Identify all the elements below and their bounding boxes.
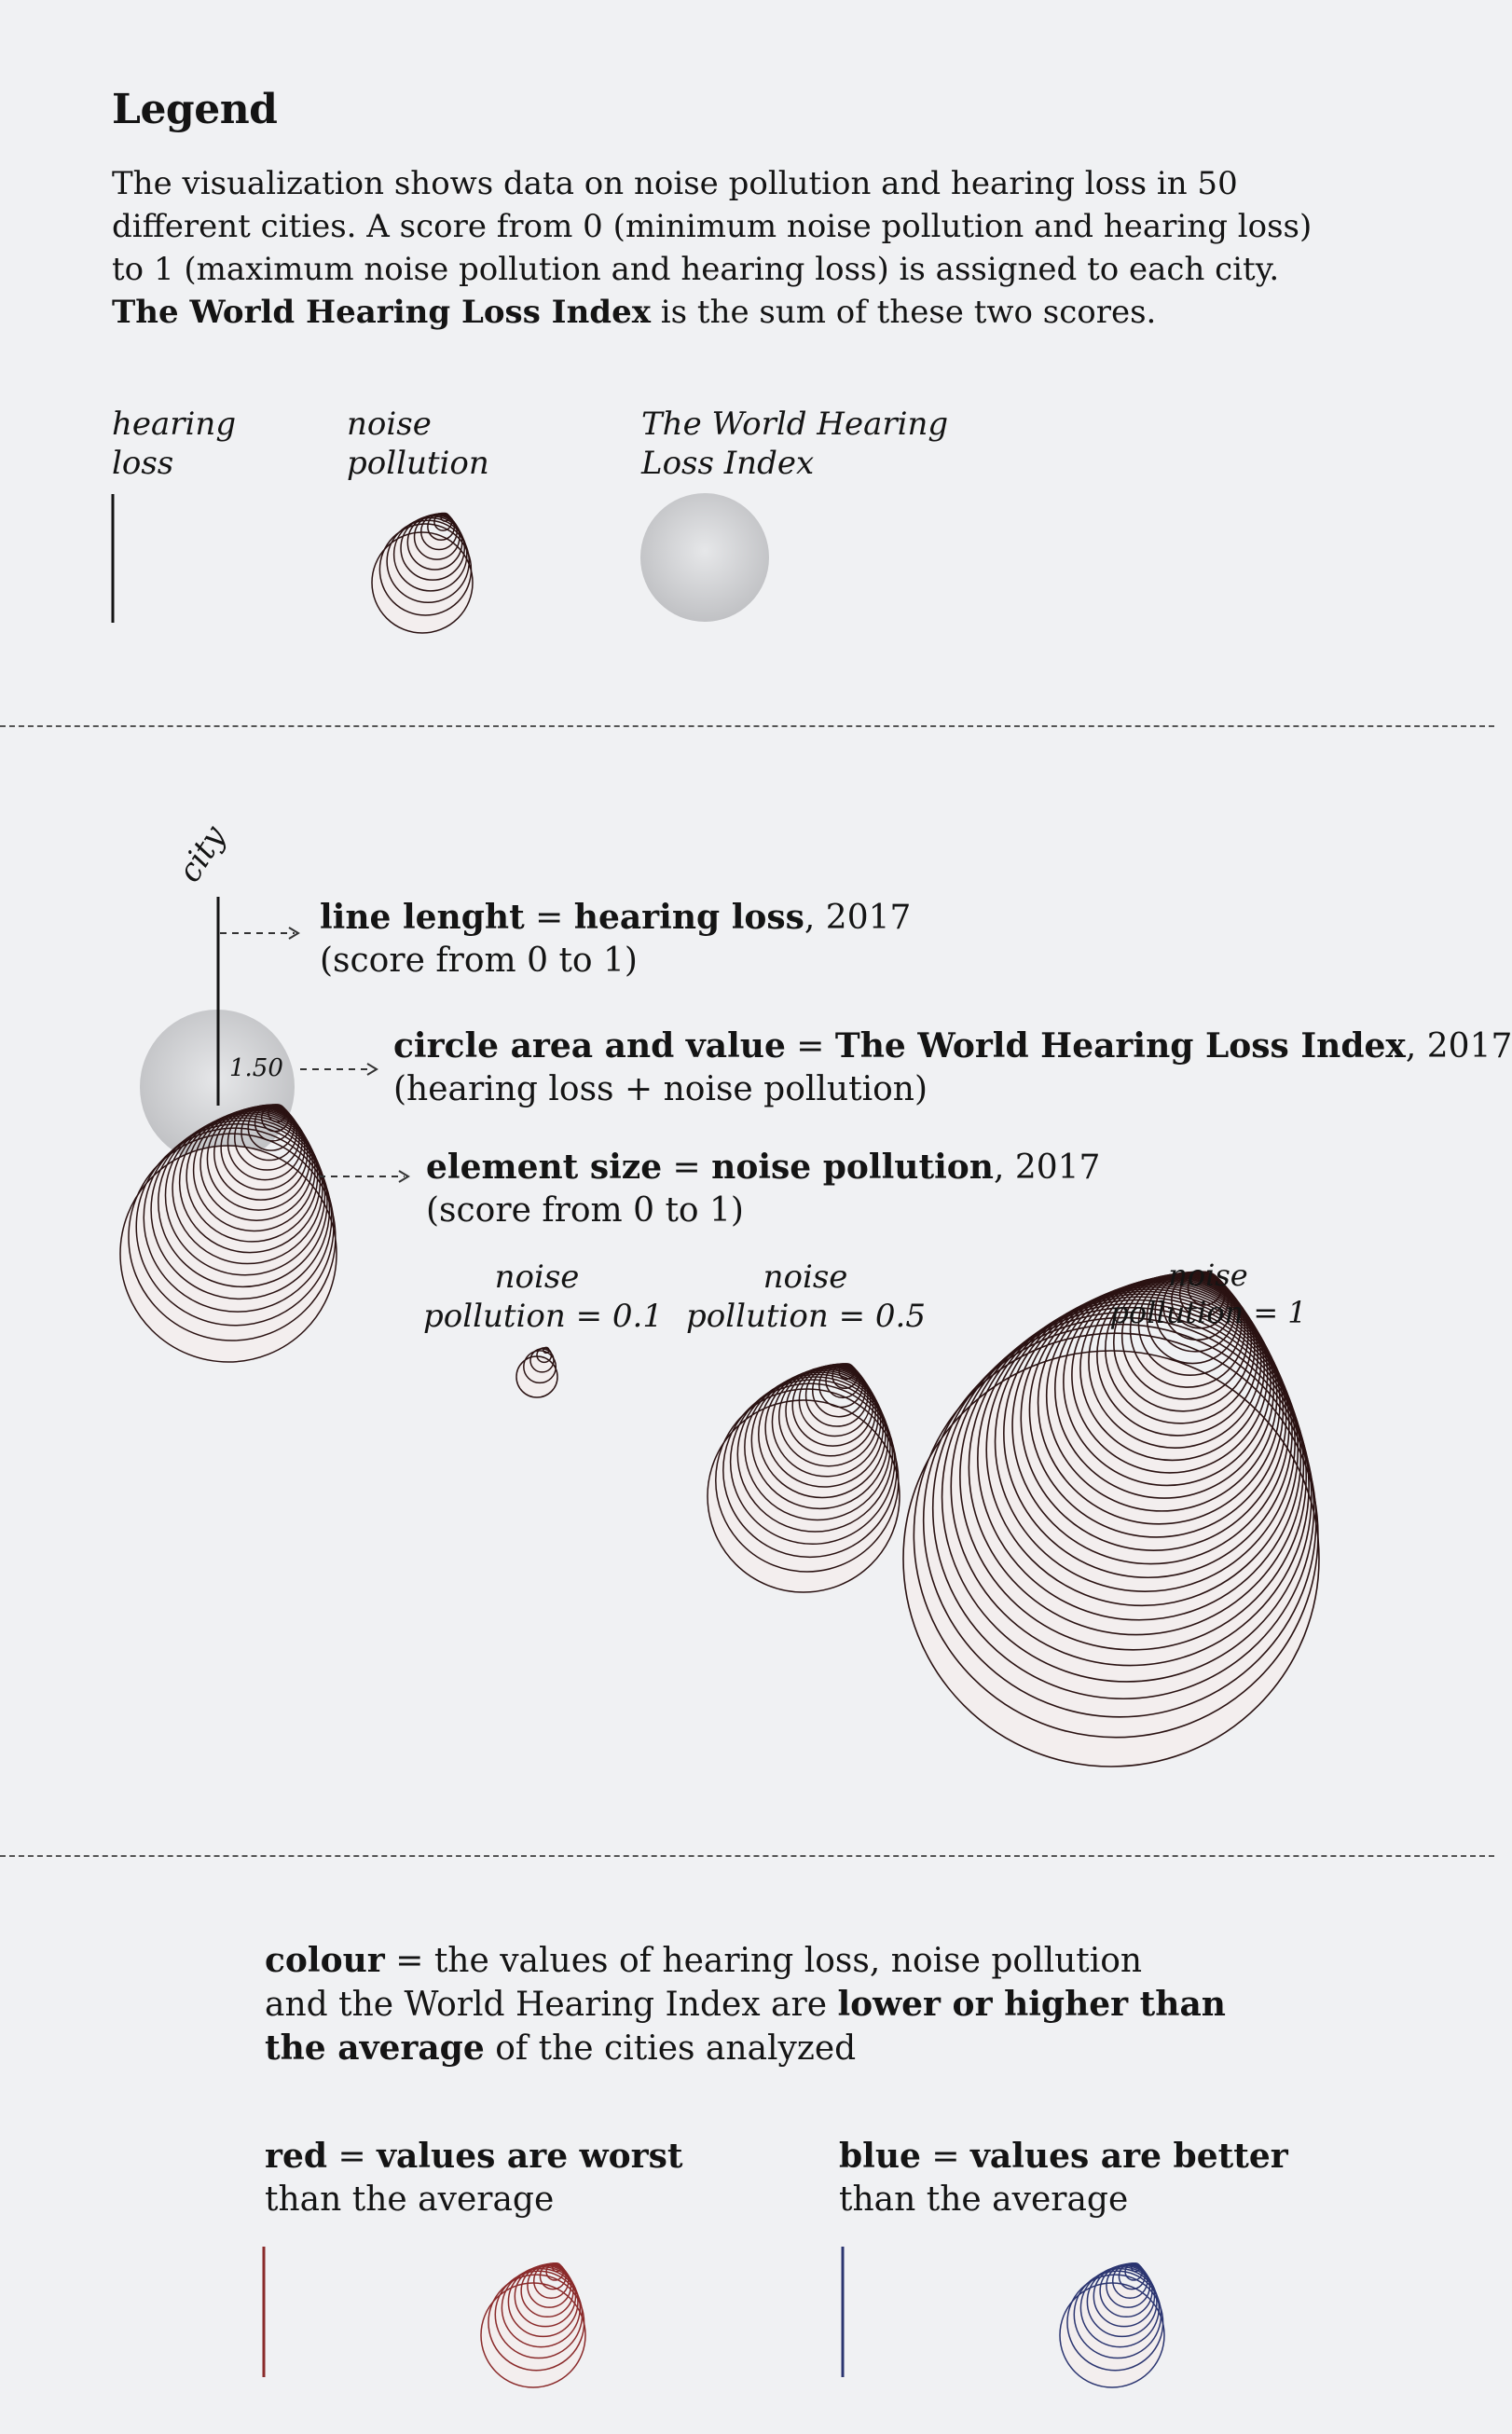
size-label-0-1-line2: pollution = 0.1 bbox=[423, 1298, 663, 1335]
legend-title: Legend bbox=[112, 86, 278, 133]
line-length-eq: = bbox=[524, 899, 574, 937]
size-label-0-5-line2: pollution = 0.5 bbox=[686, 1298, 926, 1335]
circle-sub: (hearing loss + noise pollution) bbox=[393, 1070, 928, 1108]
size-label-0-1-line1: noise bbox=[494, 1258, 580, 1296]
index-value-label: 1.50 bbox=[229, 1054, 283, 1082]
arrow-circle-area bbox=[300, 1064, 377, 1075]
intro-line-3: to 1 (maximum noise pollution and hearing loss) is assigned to each city. bbox=[112, 251, 1280, 288]
circle-eq: = bbox=[785, 1027, 835, 1066]
blue-annotation bbox=[839, 2135, 1288, 2221]
red-eq: = bbox=[327, 2138, 378, 2176]
explainer-noise-drop bbox=[120, 1105, 337, 1362]
size-drop-1 bbox=[903, 1272, 1319, 1767]
noise-pollution-label-line2: pollution bbox=[347, 445, 489, 482]
size-label-1-line1: noise bbox=[1168, 1258, 1248, 1293]
legend-index-circle bbox=[640, 493, 769, 622]
line-length-sub: (score from 0 to 1) bbox=[320, 942, 638, 980]
hearing-loss-label-line1: hearing bbox=[112, 406, 237, 443]
element-sub: (score from 0 to 1) bbox=[426, 1191, 744, 1230]
red-term: red bbox=[265, 2137, 328, 2176]
red-sub: than the average bbox=[265, 2180, 555, 2219]
size-drop-0-1 bbox=[516, 1347, 557, 1397]
blue-heading bbox=[839, 2135, 1288, 2179]
line-length-meaning: hearing loss bbox=[573, 898, 804, 937]
element-annotation bbox=[426, 1146, 1100, 1232]
intro-index-name: The World Hearing Loss Index bbox=[112, 294, 651, 331]
colour-text-1: = the values of hearing loss, noise pollution bbox=[384, 1942, 1143, 1980]
arrow-element-size bbox=[319, 1171, 408, 1182]
line-length-annotation bbox=[320, 896, 911, 983]
colour-bold-2: lower or higher than bbox=[837, 1985, 1226, 2024]
colour-line-1 bbox=[265, 1939, 1226, 1983]
hearing-loss-label-line2: loss bbox=[112, 445, 174, 482]
size-drop-0-5 bbox=[708, 1364, 900, 1592]
index-label-line2: Loss Index bbox=[641, 445, 815, 482]
circle-meaning: The World Hearing Loss Index bbox=[834, 1026, 1406, 1066]
circle-year: , 2017 bbox=[1405, 1027, 1512, 1066]
colour-annotation bbox=[265, 1939, 1226, 2070]
blue-eq: = bbox=[920, 2138, 970, 2176]
red-meaning: values are worst bbox=[377, 2137, 683, 2176]
line-length-heading bbox=[320, 896, 911, 940]
element-heading bbox=[426, 1146, 1100, 1189]
colour-term: colour bbox=[265, 1941, 385, 1980]
colour-text-3: of the cities analyzed bbox=[484, 2029, 857, 2068]
red-heading bbox=[265, 2135, 683, 2179]
size-label-0-5-line1: noise bbox=[763, 1258, 848, 1296]
line-length-year: , 2017 bbox=[804, 899, 912, 937]
element-meaning: noise pollution bbox=[711, 1148, 994, 1187]
element-eq: = bbox=[662, 1148, 712, 1187]
divider-top bbox=[0, 725, 1494, 727]
blue-noise-drop bbox=[1060, 2263, 1164, 2387]
element-year: , 2017 bbox=[993, 1148, 1101, 1187]
size-label-1 bbox=[1098, 1257, 1318, 1331]
noise-pollution-label-line1: noise bbox=[347, 406, 432, 443]
divider-bottom bbox=[0, 1855, 1494, 1857]
size-label-1-line2: pollution = 1 bbox=[1109, 1295, 1307, 1330]
red-noise-drop bbox=[481, 2263, 585, 2387]
blue-term: blue bbox=[839, 2137, 921, 2176]
colour-text-2: and the World Hearing Index are bbox=[265, 1986, 838, 2024]
index-label-line1: The World Hearing bbox=[641, 406, 949, 443]
circle-heading bbox=[393, 1024, 1512, 1068]
intro-line-1: The visualization shows data on noise pollution and hearing loss in 50 bbox=[112, 165, 1238, 202]
blue-sub: than the average bbox=[839, 2180, 1129, 2219]
arrow-line-length bbox=[220, 928, 298, 939]
blue-meaning: values are better bbox=[970, 2137, 1288, 2176]
circle-annotation bbox=[393, 1024, 1512, 1111]
drop-ring bbox=[516, 1356, 557, 1397]
circle-term: circle area and value bbox=[393, 1026, 786, 1066]
red-annotation bbox=[265, 2135, 683, 2221]
colour-line-3 bbox=[265, 2027, 1226, 2070]
city-label: city bbox=[171, 819, 234, 889]
colour-line-2 bbox=[265, 1983, 1226, 2027]
colour-bold-3: the average bbox=[265, 2028, 485, 2068]
line-length-term: line lenght bbox=[320, 898, 525, 937]
size-label-0-5 bbox=[686, 1258, 925, 1336]
size-label-0-1 bbox=[423, 1258, 663, 1336]
intro-line-2: different cities. A score from 0 (minimum noise pollution and hearing loss) bbox=[112, 208, 1313, 245]
legend-noise-drop bbox=[372, 513, 473, 633]
element-term: element size bbox=[426, 1148, 663, 1187]
intro-line-4-rest: is the sum of these two scores. bbox=[650, 294, 1157, 331]
